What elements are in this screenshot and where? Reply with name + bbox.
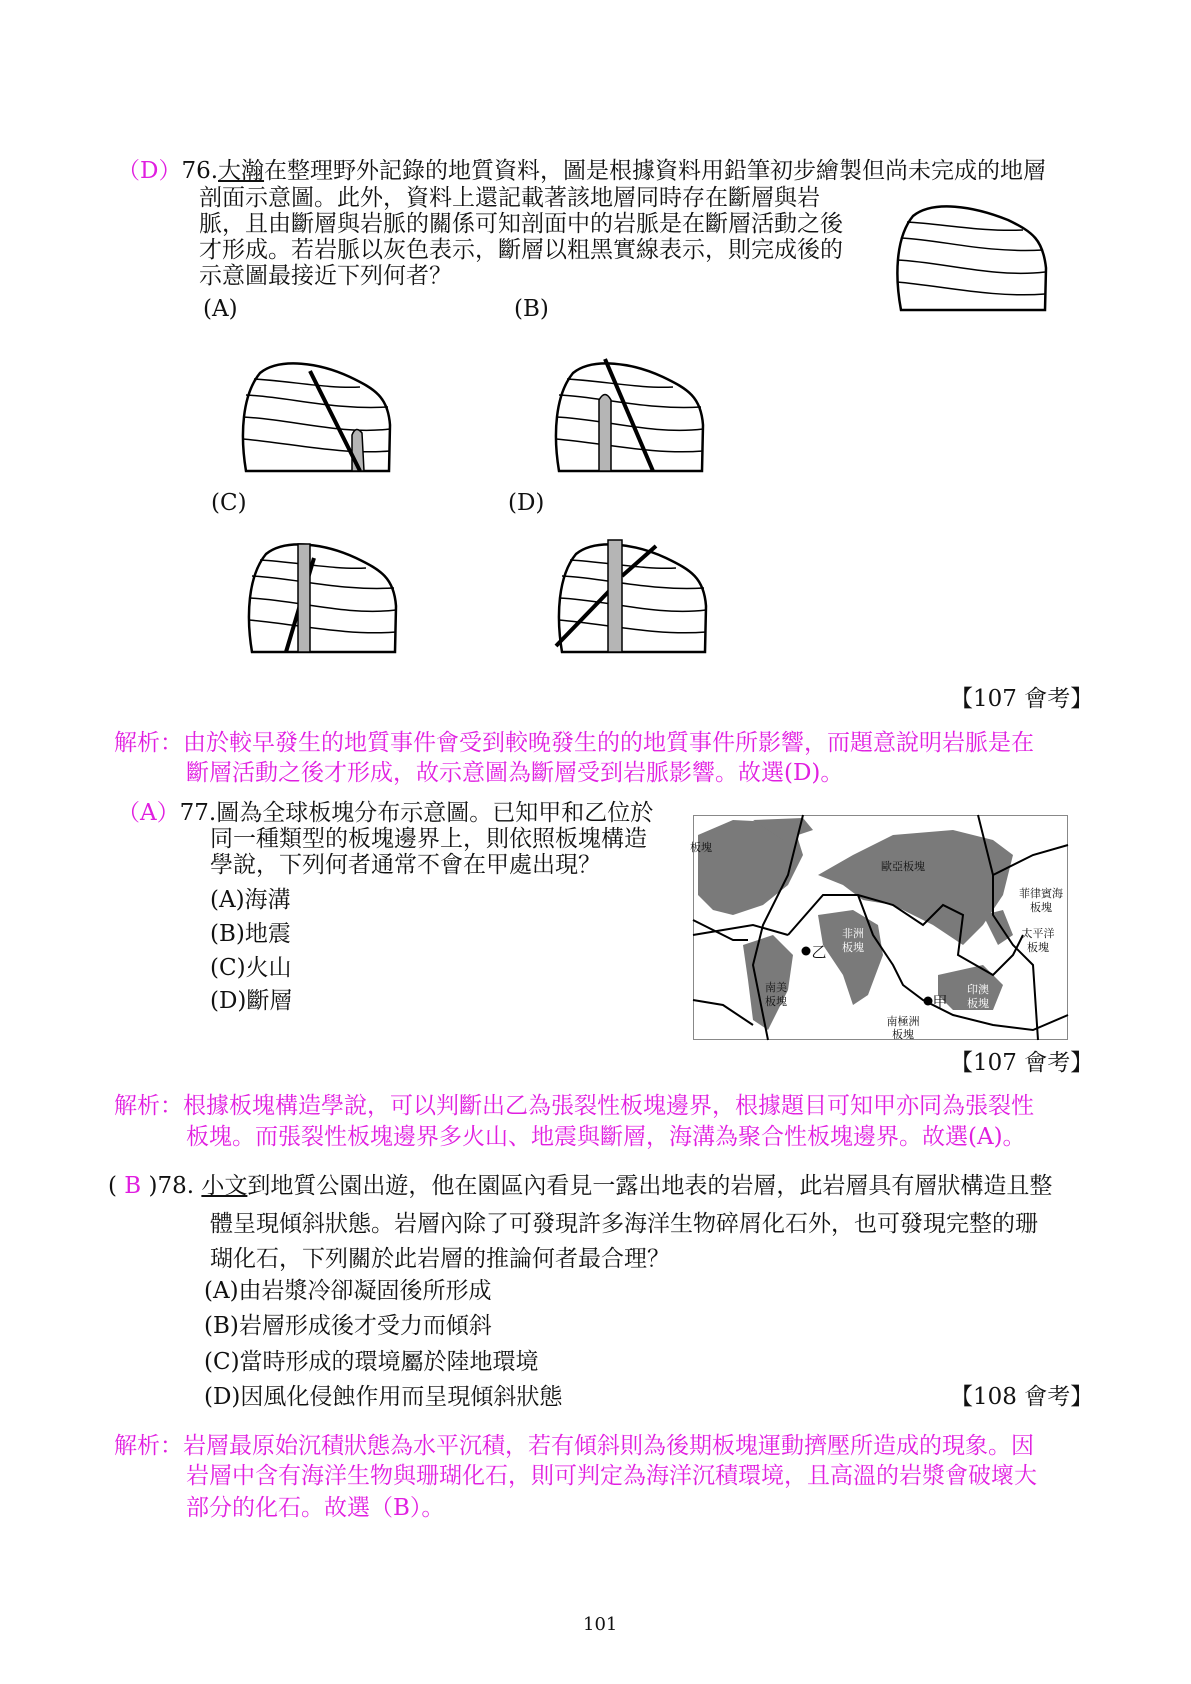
option-c: (C)當時形成的環境屬於陸地環境: [204, 1349, 539, 1375]
analysis-77-line-1: 解析：根據板塊構造學說，可以判斷出乙為張裂性板塊邊界，根據題目可知甲亦同為張裂性: [114, 1093, 1034, 1119]
question-78-line-1: ( B )78. 小文到地質公園出遊，他在園區內看見一露出地表的岩層，此岩層具有層狀構造且整: [108, 1173, 1053, 1199]
option-b: (B)地震: [210, 921, 291, 947]
question-77-line-1: （A）77.圖為全球板塊分布示意圖。已知甲和乙位於: [117, 800, 654, 826]
answer-77: A: [140, 800, 157, 826]
south-american-plate-label: 南美: [765, 981, 787, 994]
student-name: 小文: [201, 1173, 248, 1199]
question-78-line-2: 體呈現傾斜狀態。岩層內除了可發現許多海洋生物碎屑化石外，也可發現完整的珊: [210, 1211, 1038, 1237]
african-plate-label: 非洲: [842, 927, 864, 940]
analysis-76-line-2: 斷層活動之後才形成，故示意圖為斷層受到岩脈影響。故選(D)。: [186, 760, 844, 786]
option-c: (C)火山: [210, 955, 292, 981]
antarctic-plate-label: 南極洲: [886, 1015, 920, 1028]
eurasian-plate-label: 歐亞板塊: [881, 860, 925, 873]
question-76-line-4: 才形成。若岩脈以灰色表示，斷層以粗黑實線表示，則完成後的: [199, 237, 843, 263]
page-number: 101: [583, 1614, 618, 1635]
option-d: (D)斷層: [210, 988, 293, 1014]
option-a: (A)由岩漿冷卻凝固後所形成: [204, 1278, 492, 1304]
indo-australian-plate-label: 印澳: [967, 983, 989, 996]
african-plate-label-2: 板塊: [842, 941, 864, 954]
option-d-label: (D): [508, 490, 545, 516]
option-c-diagram: [246, 536, 401, 656]
analysis-77-line-2: 板塊。而張裂性板塊邊界多火山、地震與斷層，海溝為聚合性板塊邊界。故選(A)。: [186, 1124, 1026, 1150]
pacific-plate-label-2: 板塊: [1027, 941, 1049, 954]
option-b-diagram: [553, 355, 708, 475]
answer-76: D: [140, 158, 159, 184]
north-america-plate-label: 板塊: [690, 841, 712, 854]
analysis-78-line-2: 岩層中含有海洋生物與珊瑚化石，則可判定為海洋沉積環境，且高溫的岩漿會破壞大: [186, 1463, 1037, 1489]
answer-78: B: [124, 1173, 142, 1199]
option-d-diagram: [556, 536, 711, 656]
option-b-label: (B): [514, 296, 549, 322]
point-jia-label: 甲: [932, 993, 948, 1011]
question-78-line-3: 瑚化石，下列關於此岩層的推論何者最合理？: [210, 1246, 670, 1272]
reference-strata-diagram: [893, 198, 1053, 318]
question-77-line-2: 同一種類型的板塊邊界上，則依照板塊構造: [210, 826, 647, 852]
analysis-78-line-3: 部分的化石。故選（B）。: [186, 1495, 445, 1521]
question-76-line-2: 剖面示意圖。此外，資料上還記載著該地層同時存在斷層與岩: [199, 185, 820, 211]
philippine-plate-label-2: 板塊: [1030, 901, 1052, 914]
student-name: 大瀚: [218, 158, 265, 184]
question-76-line-1: （D）76.大瀚在整理野外記錄的地質資料，圖是根據資料用鉛筆初步繪製但尚未完成的地層: [117, 158, 1047, 184]
option-a-diagram: [240, 355, 395, 475]
analysis-78-line-1: 解析：岩層最原始沉積狀態為水平沉積，若有傾斜則為後期板塊運動擠壓所造成的現象。因: [114, 1433, 1034, 1459]
pacific-plate-label: 太平洋: [1021, 927, 1055, 940]
option-b: (B)岩層形成後才受力而傾斜: [204, 1313, 492, 1339]
source-tag: 【107 會考】: [950, 1050, 1094, 1076]
antarctic-plate-label-2: 板塊: [892, 1028, 914, 1041]
philippine-plate-label: 菲律賓海: [1019, 887, 1063, 900]
question-76-line-5: 示意圖最接近下列何者？: [199, 263, 452, 289]
point-yi-label: 乙: [811, 943, 827, 961]
south-american-plate-label-2: 板塊: [765, 995, 787, 1008]
analysis-76-line-1: 解析：由於較早發生的地質事件會受到較晚發生的的地質事件所影響，而題意說明岩脈是在: [114, 730, 1034, 756]
indo-australian-plate-label-2: 板塊: [967, 997, 989, 1010]
option-d: (D)因風化侵蝕作用而呈現傾斜狀態: [204, 1384, 563, 1410]
source-tag: 【107 會考】: [950, 686, 1094, 712]
option-a: (A)海溝: [210, 887, 291, 913]
source-tag: 【108 會考】: [950, 1384, 1094, 1410]
option-a-label: (A): [203, 296, 238, 322]
question-77-line-3: 學說，下列何者通常不會在甲處出現？: [210, 852, 601, 878]
plate-boundary-map: [690, 815, 1068, 1041]
question-76-line-3: 脈，且由斷層與岩脈的關係可知剖面中的岩脈是在斷層活動之後: [199, 211, 843, 237]
option-c-label: (C): [211, 490, 247, 516]
